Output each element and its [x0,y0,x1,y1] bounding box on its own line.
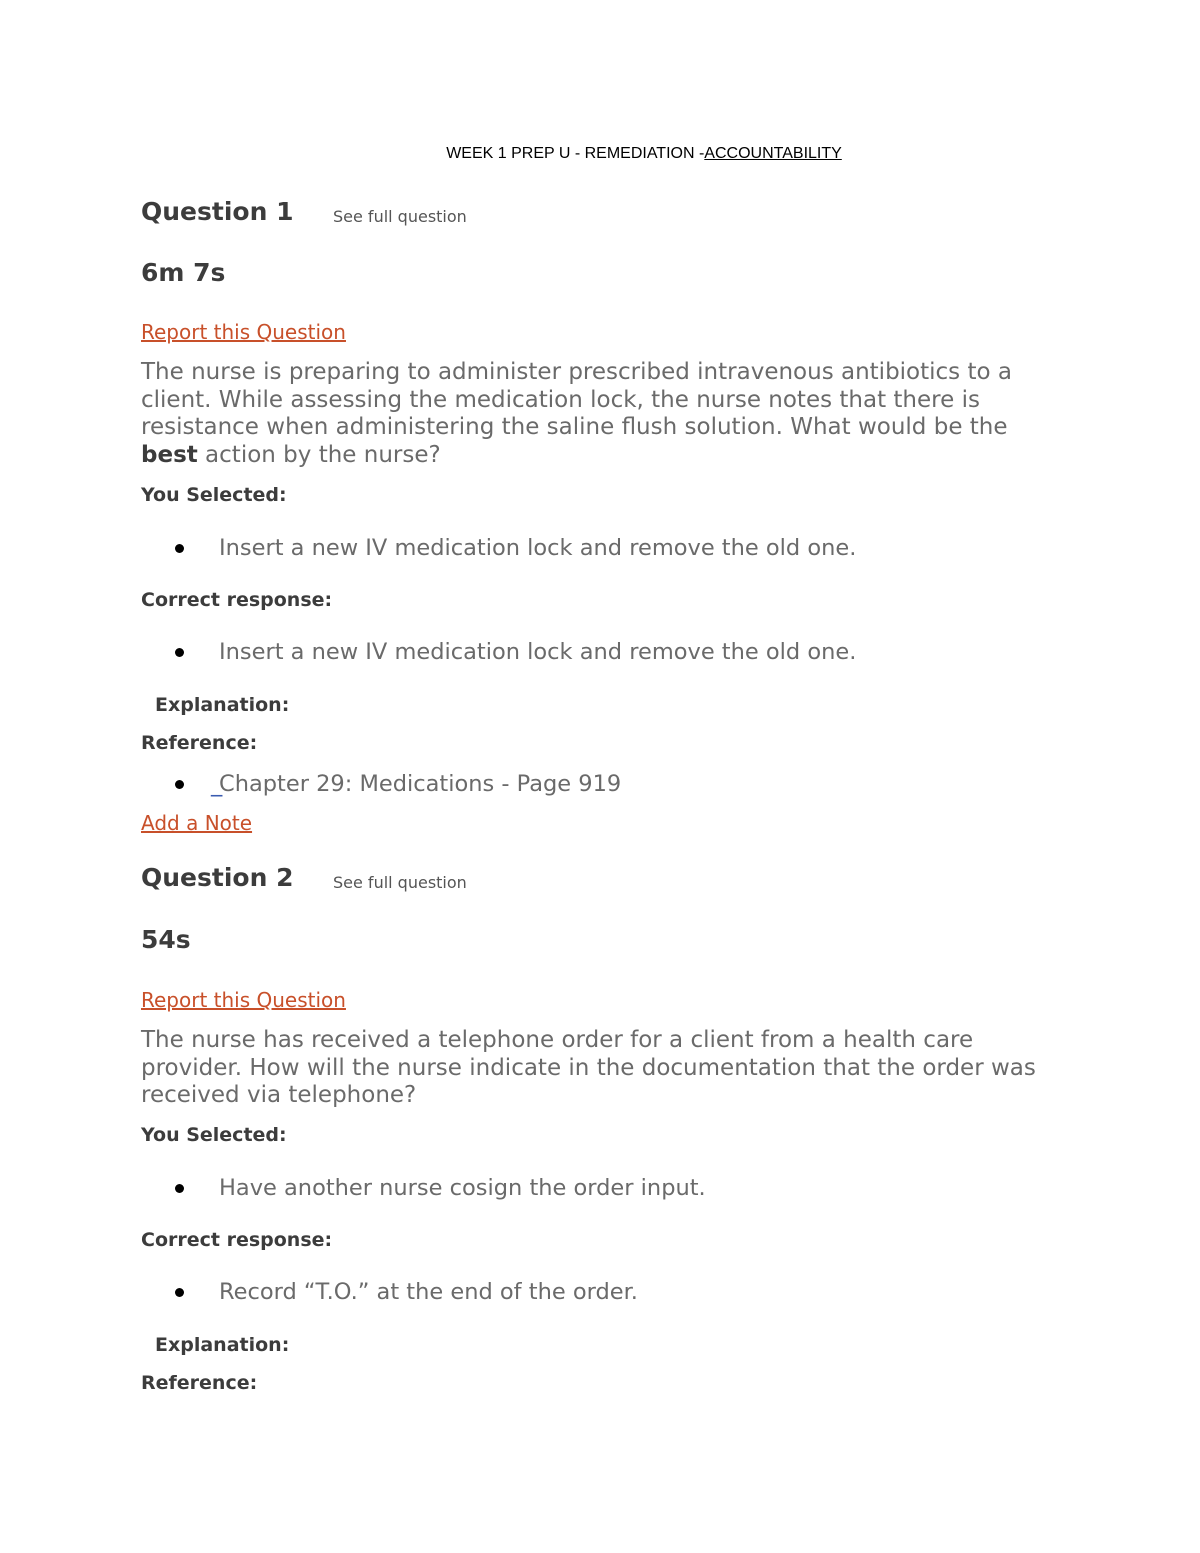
bullet-icon [175,1184,184,1193]
question-2-you-selected-label: You Selected: [141,1124,287,1146]
page-title-underlined: ACCOUNTABILITY [704,145,842,162]
question-1-heading: Question 1 [141,197,294,226]
question-2-reference-label: Reference: [141,1372,258,1394]
question-1-you-selected-text: Insert a new IV medication lock and remove the old one. [219,535,857,561]
page-title-text: WEEK 1 PREP U - REMEDIATION - [446,145,705,162]
question-1-text [141,359,1071,469]
question-1-report-link[interactable]: Report this Question [141,320,346,344]
bullet-icon [175,1288,184,1297]
question-2-heading: Question 2 [141,863,294,892]
question-1-correct-text: Insert a new IV medication lock and remove the old one. [219,639,857,665]
question-2-time: 54s [141,925,191,954]
question-1-time: 6m 7s [141,258,226,287]
question-1-reference-label: Reference: [141,732,258,754]
question-1-explanation-label: Explanation: [155,694,290,716]
question-1-correct-label: Correct response: [141,589,333,611]
question-1-text-bold: best [141,441,198,468]
question-1-add-note-link[interactable]: Add a Note [141,811,253,835]
question-1-you-selected-label: You Selected: [141,484,287,506]
question-2-report-link[interactable]: Report this Question [141,988,346,1012]
question-1-see-full-link[interactable]: See full question [333,207,467,226]
bullet-icon [175,544,184,553]
reference-underscore: _ [211,771,223,797]
question-2-text: The nurse has received a telephone order for a client from a health care provider. How will the nurse indicate in the documentation that the order was received via telephone? [141,1027,1036,1108]
question-1-text-end: action by the nurse? [197,441,441,468]
page-title [0,145,1200,163]
question-1-text-start: The nurse is preparing to administer prescribed intravenous antibiotics to a client. While assessing the medication lock, the nurse notes that there is resistance when administering the saline flush solution. What would be the [141,359,1012,440]
question-1-reference-text[interactable]: Chapter 29: Medications - Page 919 [219,771,622,797]
question-2-explanation-label: Explanation: [155,1334,290,1356]
bullet-icon [175,648,184,657]
bullet-icon [175,780,184,789]
question-2-see-full-link[interactable]: See full question [333,873,467,892]
question-2-correct-label: Correct response: [141,1229,333,1251]
question-2-correct-text: Record “T.O.” at the end of the order. [219,1279,638,1305]
question-2-you-selected-text: Have another nurse cosign the order input. [219,1175,706,1201]
